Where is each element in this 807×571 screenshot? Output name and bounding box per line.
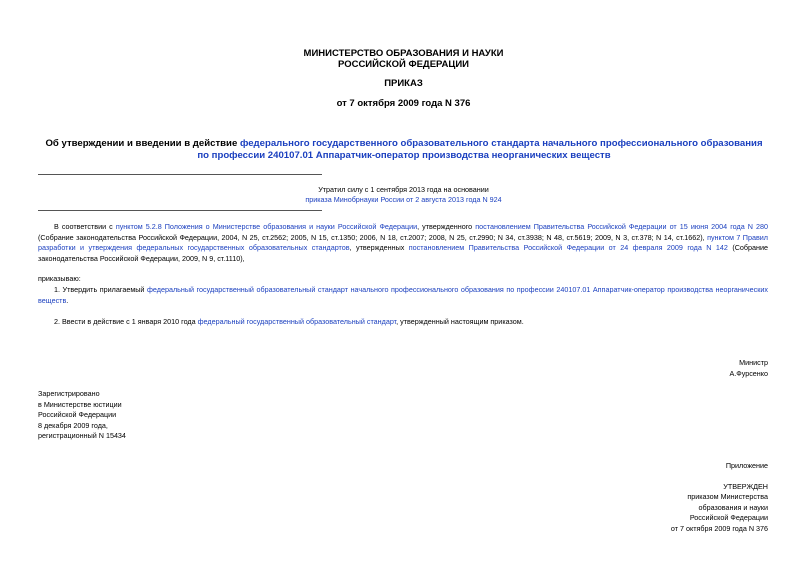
doc-date-number: от 7 октября 2009 года N 376 <box>336 98 471 109</box>
item-2-text: 2. Ввести в действие с 1 января 2010 года <box>54 317 198 326</box>
preamble-text-4: , утвержденных <box>349 243 409 253</box>
registration-line-4: 8 декабря 2009 года, <box>38 421 108 430</box>
registration-line-3: Российской Федерации <box>38 410 117 419</box>
preamble-paragraph <box>38 222 768 264</box>
ministry-line-1: МИНИСТЕРСТВО ОБРАЗОВАНИЯ И НАУКИ <box>303 48 504 59</box>
signature-name: А.Фурсенко <box>729 369 768 378</box>
doc-type: ПРИКАЗ <box>384 78 423 89</box>
preamble-text-2: , утвержденного <box>417 222 476 231</box>
preamble-link-rules[interactable]: пунктом 7 Правил разработки и утверждения федеральных государственных образовательных стандартов <box>38 232 768 253</box>
appendix-line-3: Российской Федерации <box>689 513 768 522</box>
title-prefix: Об утверждении и введении в действие <box>45 138 240 149</box>
appendix-approved: УТВЕРЖДЕН <box>723 482 768 491</box>
preamble-link-decree-142[interactable]: постановлением Правительства Российской Федерации от 24 февраля 2009 года N 142 <box>408 243 728 253</box>
order-word: приказываю: <box>38 274 81 283</box>
preamble-text-3: (Собрание законодательства Российской Федерации, 2004, N 25, ст.2562; 2005, N 15, ст.1350; 2006, N 18, ст.2007; 2008, N 25, ст.2990; N 34, ст.3938; N 48, ст.5619; 2009, N 3, ст.378; N 14, ст.1662), <box>38 232 708 242</box>
item-1-end: . <box>66 295 69 305</box>
divider-top <box>38 174 322 175</box>
appendix-line-2: образования и науки <box>698 503 768 512</box>
status-note-link[interactable]: приказа Минобрнауки России от 2 августа 2013 года N 924 <box>305 195 502 204</box>
item-1-paragraph <box>38 285 768 306</box>
signature-position: Министр <box>739 358 768 367</box>
item-2-standard-link[interactable]: федеральный государственный образовательный стандарт <box>197 317 397 326</box>
title-standard-link[interactable]: федерального государственного образовательного стандарта начального профессионального образования по профессии 240107.01 Аппаратчик-оператор производства неорганических веществ <box>197 138 763 161</box>
registration-line-1: Зарегистрировано <box>38 389 100 398</box>
appendix-label: Приложение <box>725 461 768 470</box>
status-note-line1: Утратил силу с 1 сентября 2013 года на основании <box>318 185 489 194</box>
appendix-line-1: приказом Министерства <box>687 492 768 501</box>
preamble-text-1: В соответствии с <box>54 222 116 231</box>
ministry-line-2: РОССИЙСКОЙ ФЕДЕРАЦИИ <box>337 59 469 70</box>
divider-bottom <box>38 210 322 211</box>
preamble-link-regulation[interactable]: пунктом 5.2.8 Положения о Министерстве образования и науки Российской Федерации <box>115 222 418 231</box>
registration-line-2: в Министерстве юстиции <box>38 400 122 409</box>
appendix-line-4: от 7 октября 2009 года N 376 <box>670 524 768 533</box>
item-2-end: , утвержденный настоящим приказом. <box>396 317 524 326</box>
preamble-text-5: (Собрание законодательства Российской Федерации, 2009, N 9, ст.1110), <box>38 243 769 263</box>
item-2-paragraph <box>38 317 768 328</box>
item-1-standard-link[interactable]: федеральный государственный образовательный стандарт начального профессионального образования по профессии 240107.01 Аппаратчик-оператор производства неорганических веществ <box>38 285 768 305</box>
item-1-text: 1. Утвердить прилагаемый <box>54 285 148 294</box>
page-title <box>40 138 768 162</box>
preamble-link-decree-280[interactable]: постановлением Правительства Российской Федерации от 15 июня 2004 года N 280 <box>475 222 769 231</box>
registration-line-5: регистрационный N 15434 <box>38 431 126 440</box>
